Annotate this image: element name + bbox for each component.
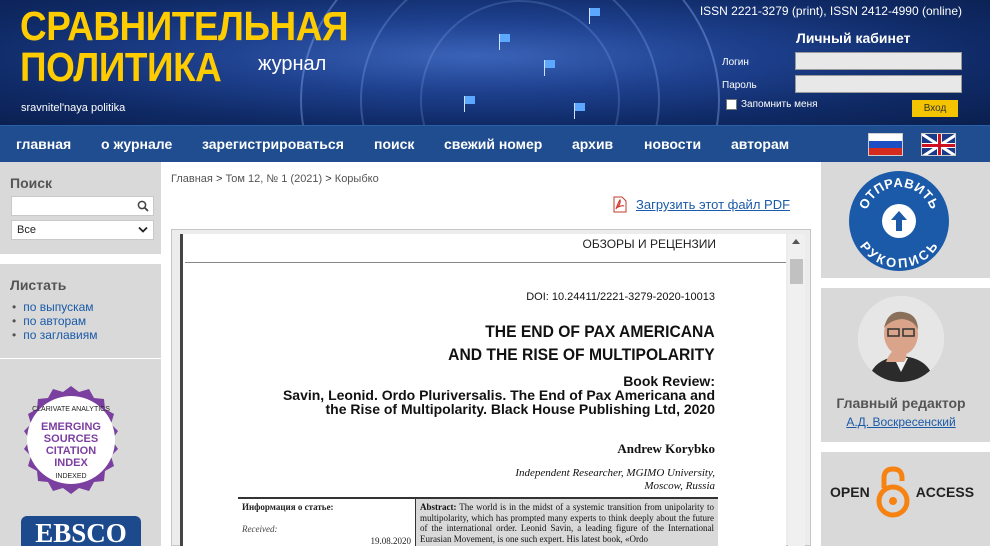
logo-line-1: СРАВНИТЕЛЬНАЯ	[20, 3, 349, 49]
article-section: ОБЗОРЫ И РЕЦЕНЗИИ	[582, 237, 716, 251]
book-review-heading	[283, 374, 715, 416]
clarivate-badge-line: INDEXED	[55, 473, 87, 480]
scroll-up-icon[interactable]	[792, 239, 800, 244]
search-scope-value: Все	[17, 224, 36, 236]
ebsco-logo[interactable]: EBSCO	[21, 516, 141, 546]
open-access-right: ACCESS	[915, 484, 975, 500]
search-icon[interactable]	[137, 200, 149, 212]
clarivate-badge-line: CLARIVATE ANALYTICS	[32, 406, 110, 413]
browse-link-label: по выпускам	[23, 300, 94, 314]
breadcrumb-current[interactable]: Корыбко	[334, 173, 379, 185]
browse-link-label: по заглавиям	[23, 328, 98, 342]
search-scope-select[interactable]	[11, 220, 154, 240]
editor-in-chief-title: Главный редактор	[836, 395, 966, 411]
article-doi: DOI: 10.24411/2221-3279-2020-10013	[526, 291, 715, 303]
article-author: Andrew Korybko	[617, 441, 715, 456]
login-button[interactable]: Вход	[912, 100, 958, 117]
affiliation-line: Moscow, Russia	[644, 480, 715, 492]
breadcrumb-separator: >	[325, 173, 332, 185]
review-line: Savin, Leonid. Ordo Pluriversalis. The End of Pax Americana and	[282, 387, 715, 403]
breadcrumb	[171, 173, 379, 185]
remember-checkbox[interactable]	[726, 99, 737, 110]
map-pin-icon	[545, 60, 555, 68]
pdf-icon	[612, 196, 628, 213]
nav-search[interactable]: поиск	[374, 136, 415, 152]
review-line: Book Review:	[623, 373, 715, 389]
login-input[interactable]	[795, 52, 962, 70]
open-access-left: OPEN	[830, 484, 870, 500]
logo-line-2: ПОЛИТИКА	[20, 44, 222, 90]
editor-photo[interactable]	[858, 296, 944, 382]
open-access-logo[interactable]	[830, 462, 980, 522]
download-pdf-label: Загрузить этот файл PDF	[636, 197, 791, 212]
affiliation-line: Independent Researcher, MGIMO University,	[515, 467, 715, 479]
account-title: Личный кабинет	[796, 30, 911, 46]
left-sidebar	[0, 162, 162, 546]
abstract-text: The world is in the midst of a systemic transition from unipolarity to multipolarity, which has prompted many experts to think deeply about the future of the international order. Leonid Savin, a leading figure of the International Eurasian Movement, is one such expert. His latest book, «Ordo	[420, 502, 715, 544]
browse-by-author-link[interactable]: • по авторам	[12, 314, 87, 328]
submit-badge-top-path: ОТПРАВИТЬ	[855, 174, 943, 212]
password-input[interactable]	[795, 75, 962, 93]
article-title-line: AND THE RISE OF MULTIPOLARITY	[448, 345, 715, 364]
received-label: Received:	[242, 524, 278, 534]
article-info-box	[238, 497, 416, 546]
nav-news[interactable]: новости	[644, 136, 702, 152]
remember-me[interactable]	[726, 99, 818, 110]
map-pin-icon	[575, 103, 585, 111]
map-pin-icon	[590, 8, 600, 16]
author-affiliation	[515, 467, 715, 493]
browse-link-label: по авторам	[23, 314, 87, 328]
issn-text: ISSN 2221-3279 (print), ISSN 2412-4990 (online)	[699, 4, 962, 18]
search-input[interactable]	[11, 196, 154, 216]
browse-by-title-link[interactable]: • по заглавиям	[12, 328, 98, 342]
divider	[821, 278, 990, 288]
main-nav	[0, 125, 990, 162]
scroll-thumb[interactable]	[790, 259, 803, 284]
received-date: 19.08.2020	[370, 536, 411, 546]
header-rule	[185, 262, 786, 263]
open-access-lock-icon	[876, 466, 910, 518]
submit-manuscript-badge[interactable]	[848, 170, 950, 272]
submit-badge-bottom-path: РУКОПИСЬ	[857, 238, 941, 271]
map-pin-icon	[465, 96, 475, 104]
nav-register[interactable]: зарегистрироваться	[202, 136, 344, 152]
lock-keyhole	[889, 497, 897, 505]
download-pdf-link[interactable]	[612, 196, 790, 213]
breadcrumb-separator: >	[215, 173, 223, 185]
clarivate-badge-line: EMERGING	[41, 421, 101, 433]
clarivate-badge-line: INDEX	[54, 457, 88, 469]
clarivate-esci-badge[interactable]	[15, 384, 127, 496]
search-title: Поиск	[10, 175, 53, 191]
nav-archive[interactable]: архив	[572, 136, 614, 152]
browse-panel	[0, 264, 161, 358]
logo-journal-label: журнал	[258, 53, 327, 75]
review-line: the Rise of Multipolarity. Black House Publishing Ltd, 2020	[325, 401, 715, 417]
nav-authors[interactable]: авторам	[731, 136, 790, 152]
pdf-scrollbar[interactable]	[788, 234, 805, 546]
nav-current-issue[interactable]: свежий номер	[444, 136, 543, 152]
chevron-down-icon	[138, 226, 148, 234]
search-panel	[0, 162, 161, 254]
browse-by-issue-link[interactable]: • по выпускам	[12, 300, 94, 314]
breadcrumb-issue[interactable]: Том 12, № 1 (2021)	[225, 173, 323, 185]
remember-label: Запомнить меня	[741, 99, 818, 110]
clarivate-badge-line: CITATION	[45, 445, 97, 457]
clarivate-badge-line: SOURCES	[43, 433, 99, 445]
article-title	[449, 320, 715, 366]
editor-portrait-icon	[858, 296, 944, 382]
nav-about[interactable]: о журнале	[101, 136, 173, 152]
abstract-label: Abstract:	[420, 502, 457, 512]
login-label: Логин	[722, 57, 749, 68]
editor-name-link[interactable]: А.Д. Воскресенский	[846, 415, 956, 429]
nav-home[interactable]: главная	[16, 136, 72, 152]
flag-ru-icon[interactable]	[868, 133, 903, 156]
right-sidebar	[821, 162, 990, 546]
map-pin-icon	[500, 34, 510, 42]
flag-uk-stripe	[938, 134, 941, 156]
logo-subtitle: sravnitel'naya politika	[21, 102, 126, 114]
pdf-page	[180, 234, 786, 546]
breadcrumb-home[interactable]: Главная	[171, 173, 213, 185]
site-header	[0, 0, 990, 125]
info-title: Информация о статье:	[242, 502, 334, 512]
divider	[821, 442, 990, 452]
password-label: Пароль	[722, 80, 757, 91]
article-title-line: THE END OF PAX AMERICANA	[485, 322, 715, 341]
browse-title: Листать	[10, 277, 67, 293]
abstract-box	[416, 497, 718, 546]
flag-uk-icon[interactable]	[921, 133, 956, 156]
